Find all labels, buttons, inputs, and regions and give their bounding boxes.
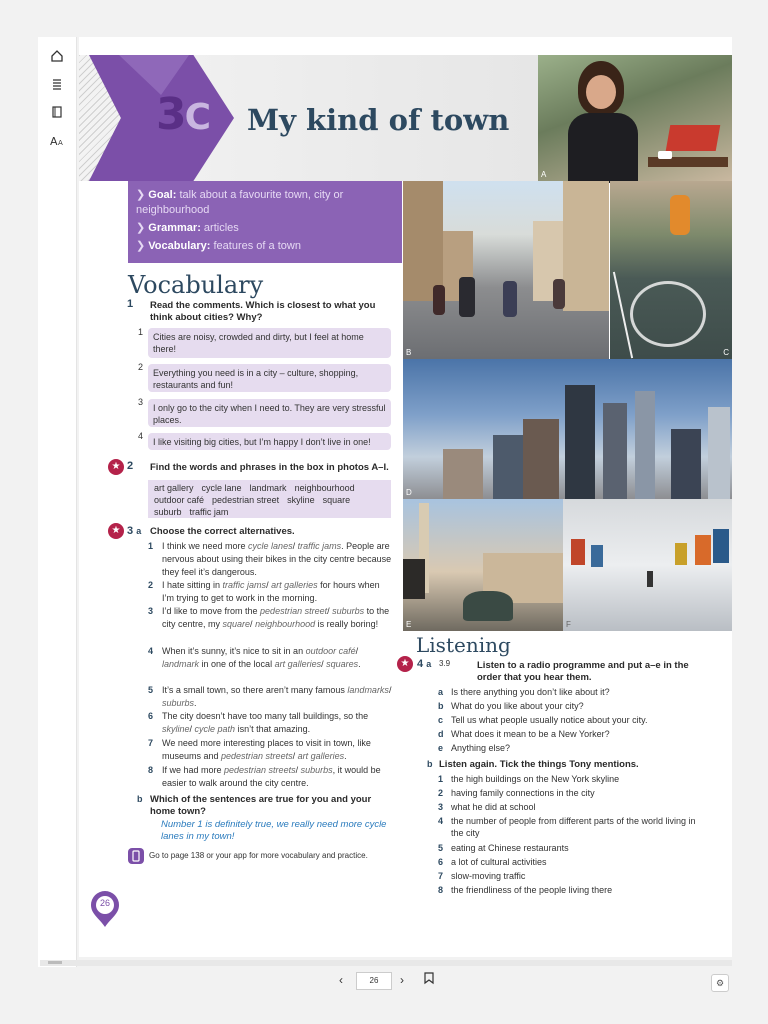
comment-number: 4 [138,431,144,441]
sentence-item: 5 It’s a small town, so there aren’t many famous landmarks/ suburbs. [148,685,392,708]
word-item: suburb [154,507,182,517]
photo-d [403,359,732,499]
word-item: skyline [287,495,315,505]
photo-tag: E [406,620,412,629]
sentence-item: 7 We need more interesting places to visit in town, like museums and pedestrian streets/ art galleries. [148,738,371,761]
comment-bubble: Everything you need is in a city – culture, shopping, restaurants and fun! [148,364,391,392]
word-item: pedestrian street [212,495,280,505]
sentence-item: 8 If we had more pedestrian streets/ suburbs, it would be easier to walk around the city centre. [148,765,381,788]
page-number-badge [89,890,119,924]
photo-c [610,181,732,359]
word-item: landmark [249,483,287,493]
checklist-item: 5 eating at Chinese restaurants [438,843,569,853]
question-item: b What do you like about your city? [438,701,584,711]
checklist-item: 2 having family connections in the city [438,788,595,798]
exercise-number: 4 a [417,658,432,670]
photo-tag: C [723,348,729,357]
word-item: neighbourhood [294,483,355,493]
word-item: traffic jam [189,507,229,517]
exercise-number: 1 [127,298,134,310]
comment-bubble: Cities are noisy, crowded and dirty, but I feel at home there! [148,328,391,358]
question-item: c Tell us what people usually notice about your city. [438,715,648,725]
checklist-item: 7 slow-moving traffic [438,871,526,881]
bookmark-icon[interactable] [420,971,438,989]
photo-b [403,181,609,359]
checklist-item: 8 the friendliness of the people living there [438,885,613,895]
horizontal-scrollbar[interactable] [40,960,732,966]
goal-line: ❯ Goal: talk about a favourite town, city or neighbourhood [136,189,344,216]
listening-heading: Listening [416,633,511,657]
photo-a [538,55,732,181]
comment-bubble: I like visiting big cities, but I’m happy I don’t live in one! [148,433,391,450]
checklist-item: 1 the high buildings on the New York skyline [438,774,620,784]
scroll-thumb[interactable] [48,961,62,964]
page-number: 26 [99,898,110,908]
example-answer: Number 1 is definitely true, we really need more cycle lanes in my town! [161,819,387,842]
word-item: outdoor café [154,495,205,505]
word-box [148,480,391,518]
star-icon: ★ [397,656,413,672]
unit-number: 3C [156,89,210,140]
exercise-number: 3 a [127,525,142,537]
photo-tag: D [406,488,412,497]
contents-list-icon[interactable] [49,77,65,93]
go-to-practice-link[interactable]: Go to page 138 or your app for more vocabulary and practice. [149,851,368,860]
checklist-item: 4 the number of people from different parts of the world living in the city [438,816,696,838]
checklist-item: 6 a lot of cultural activities [438,857,547,867]
exercise-2-instruction: Find the words and phrases in the box in photos A–I. [150,462,389,473]
page-number-input[interactable] [356,972,392,990]
exercise-sub-b: b [137,794,143,804]
vocabulary-line: ❯ Vocabulary: features of a town [136,240,301,252]
comment-bubble: I only go to the city when I need to. They are very stressful places. [148,399,391,427]
practice-app-icon[interactable] [128,848,144,864]
exercise-3a-instruction: Choose the correct alternatives. [150,526,295,537]
sentence-item: 6 The city doesn’t have too many tall buildings, so the skyline/ cycle path isn’t that amazing. [148,711,369,734]
photo-tag: F [566,620,571,629]
photo-tag: A [541,170,547,179]
star-icon: ★ [108,523,124,539]
exercise-number: 2 [127,460,134,472]
exercise-4b-instruction: Listen again. Tick the things Tony mentions. [439,759,639,770]
tools-icon[interactable]: ⚙ [711,974,729,992]
exercise-1-instruction: Read the comments. Which is closest to what you think about cities? Why? [150,300,376,323]
question-item: e Anything else? [438,743,511,753]
textbook-page [79,37,732,988]
checklist-item: 3 what he did at school [438,802,536,812]
vocabulary-heading: Vocabulary [128,271,264,299]
exercise-3b-instruction: Which of the sentences are true for you and your home town? [150,794,372,817]
next-page-button[interactable]: › [400,973,404,987]
sentence-item: 2 I hate sitting in traffic jams/ art galleries for hours when I’m trying to get to work in the morning. [148,580,380,603]
question-item: a Is there anything you don’t like about it? [438,687,610,697]
text-size-icon[interactable] [49,133,65,149]
comment-number: 1 [138,327,144,337]
page-view-icon[interactable] [49,105,65,121]
previous-page-button[interactable]: ‹ [339,973,343,987]
reader-sidebar [38,37,77,967]
comment-number: 2 [138,362,144,372]
grammar-line: ❯ Grammar: articles [136,222,239,234]
sentence-item: 4 When it’s sunny, it’s nice to sit in an outdoor café/ landmark in one of the local art galleries/ squares. [148,646,361,669]
word-item: square [322,495,351,505]
photo-tag: B [406,348,412,357]
photo-f [563,499,732,631]
exercise-4a-instruction: Listen to a radio programme and put a–e in the order that you hear them. [477,660,689,683]
audio-track-label[interactable]: 3.9 [439,659,451,668]
word-item: cycle lane [201,483,242,493]
sentence-item: 3 I’d like to move from the pedestrian street/ suburbs to the city centre, my square/ neighbourhood is really boring! [148,606,390,629]
star-icon: ★ [108,459,124,475]
photo-e [403,499,563,631]
word-item: art gallery [154,483,194,493]
svg-text:A: A [58,139,63,147]
page-navigator [330,971,440,989]
page-title: My kind of town [247,103,510,137]
svg-text:A: A [50,135,58,148]
goals-box [128,181,402,263]
question-item: d What does it mean to be a New Yorker? [438,729,610,739]
sentence-item: 1 I think we need more cycle lanes/ traffic jams. People are nervous about using their bikes in the city centre because they feel it’s dangerous. [148,541,392,577]
home-icon[interactable] [49,49,65,65]
comment-number: 3 [138,397,144,407]
exercise-sub-b: b [427,759,433,769]
